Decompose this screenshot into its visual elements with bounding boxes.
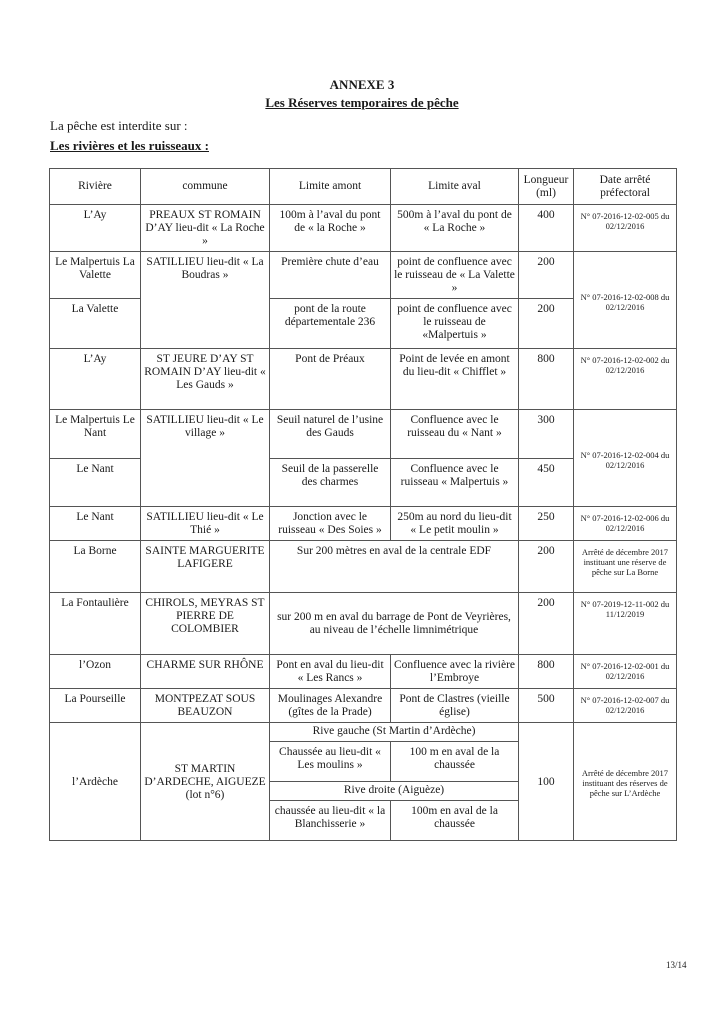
cell-longueur: 500 — [519, 689, 574, 723]
cell-commune: MONTPEZAT SOUS BEAUZON — [141, 689, 270, 723]
cell-longueur: 450 — [519, 459, 574, 507]
cell-longueur: 100 — [519, 723, 574, 841]
cell-date: Arrêté de décembre 2017 instituant une réserve de pêche sur La Borne — [574, 541, 677, 593]
cell-amont: Pont de Préaux — [270, 349, 391, 410]
cell-rive-droite: Rive droite (Aiguèze) — [270, 782, 519, 801]
cell-date: N° 07-2016-12-02-006 du 02/12/2016 — [574, 507, 677, 541]
annex-subtitle: Les Réserves temporaires de pêche — [265, 95, 459, 110]
cell-limites: Sur 200 mètres en aval de la centrale EDF — [270, 541, 519, 593]
cell-aval: Point de levée en amont du lieu-dit « Chifflet » — [391, 349, 519, 410]
cell-riviere: Le Malpertuis La Valette — [50, 252, 141, 299]
col-header-riviere: Rivière — [50, 169, 141, 205]
cell-amont: Première chute d’eau — [270, 252, 391, 299]
cell-date: N° 07-2016-12-02-008 du 02/12/2016 — [574, 252, 677, 349]
cell-aval: Pont de Clastres (vieille église) — [391, 689, 519, 723]
cell-amont: Jonction avec le ruisseau « Des Soies » — [270, 507, 391, 541]
col-header-aval: Limite aval — [391, 169, 519, 205]
col-header-date: Date arrêté préfectoral — [574, 169, 677, 205]
cell-riviere: L’Ay — [50, 205, 141, 252]
cell-riviere: La Pourseille — [50, 689, 141, 723]
cell-commune: CHIROLS, MEYRAS ST PIERRE DE COLOMBIER — [141, 593, 270, 655]
cell-longueur: 800 — [519, 655, 574, 689]
cell-date: N° 07-2016-12-02-004 du 02/12/2016 — [574, 410, 677, 507]
table-row — [50, 349, 677, 410]
cell-amont: Chaussée au lieu-dit « Les moulins » — [270, 742, 391, 782]
cell-aval: Confluence avec le ruisseau « Malpertuis » — [391, 459, 519, 507]
cell-commune: SATILLIEU lieu-dit « Le Thié » — [141, 507, 270, 541]
cell-aval: point de confluence avec le ruisseau de «Malpertuis » — [391, 299, 519, 349]
table-row — [50, 507, 677, 541]
cell-aval: point de confluence avec le ruisseau de « La Valette » — [391, 252, 519, 299]
cell-riviere: L’Ay — [50, 349, 141, 410]
cell-riviere: Le Nant — [50, 507, 141, 541]
table-row — [50, 541, 677, 593]
cell-commune: ST JEURE D’AY ST ROMAIN D’AY lieu-dit « Les Gauds » — [141, 349, 270, 410]
cell-amont: Pont en aval du lieu-dit « Les Rancs » — [270, 655, 391, 689]
cell-commune: CHARME SUR RHÔNE — [141, 655, 270, 689]
cell-commune: PREAUX ST ROMAIN D’AY lieu-dit « La Roche » — [141, 205, 270, 252]
cell-amont: 100m à l’aval du pont de « la Roche » — [270, 205, 391, 252]
cell-aval: 100 m en aval de la chaussée — [391, 742, 519, 782]
cell-longueur: 800 — [519, 349, 574, 410]
cell-commune: ST MARTIN D’ARDECHE, AIGUEZE (lot n°6) — [141, 723, 270, 841]
table-row — [50, 205, 677, 252]
cell-aval: 500m à l’aval du pont de « La Roche » — [391, 205, 519, 252]
cell-riviere: Le Malpertuis Le Nant — [50, 410, 141, 459]
cell-riviere: La Fontaulière — [50, 593, 141, 655]
col-header-amont: Limite amont — [270, 169, 391, 205]
cell-amont: Moulinages Alexandre (gîtes de la Prade) — [270, 689, 391, 723]
cell-aval: Confluence avec la rivière l’Embroye — [391, 655, 519, 689]
cell-amont: chaussée au lieu-dit « la Blanchisserie » — [270, 801, 391, 841]
cell-commune: SAINTE MARGUERITE LAFIGERE — [141, 541, 270, 593]
cell-commune: SATILLIEU lieu-dit « Le village » — [141, 410, 270, 507]
cell-aval: 250m au nord du lieu-dit « Le petit moulin » — [391, 507, 519, 541]
table-row — [50, 655, 677, 689]
annex-title: ANNEXE 3 — [329, 77, 395, 92]
section-title: Les rivières et les ruisseaux : — [50, 138, 209, 153]
page-number: 13/14 — [666, 960, 687, 970]
cell-date: N° 07-2016-12-02-002 du 02/12/2016 — [574, 349, 677, 410]
table-header-row — [50, 169, 677, 205]
table-row — [50, 252, 677, 299]
cell-date: N° 07-2016-12-02-007 du 02/12/2016 — [574, 689, 677, 723]
cell-riviere: l’Ardèche — [50, 723, 141, 841]
intro-text: La pêche est interdite sur : — [50, 118, 188, 133]
cell-amont: Seuil de la passerelle des charmes — [270, 459, 391, 507]
cell-amont: pont de la route départementale 236 — [270, 299, 391, 349]
cell-limites: sur 200 m en aval du barrage de Pont de Veyrières, au niveau de l’échelle limnimétrique — [270, 593, 519, 655]
table-row — [50, 593, 677, 655]
cell-longueur: 250 — [519, 507, 574, 541]
table-row — [50, 689, 677, 723]
cell-longueur: 200 — [519, 593, 574, 655]
cell-aval: 100m en aval de la chaussée — [391, 801, 519, 841]
cell-riviere: La Valette — [50, 299, 141, 349]
cell-amont: Seuil naturel de l’usine des Gauds — [270, 410, 391, 459]
cell-riviere: l’Ozon — [50, 655, 141, 689]
cell-aval: Confluence avec le ruisseau du « Nant » — [391, 410, 519, 459]
col-header-longueur: Longueur (ml) — [519, 169, 574, 205]
cell-rive-gauche: Rive gauche (St Martin d’Ardèche) — [270, 723, 519, 742]
cell-longueur: 200 — [519, 541, 574, 593]
cell-longueur: 200 — [519, 299, 574, 349]
cell-commune: SATILLIEU lieu-dit « La Boudras » — [141, 252, 270, 349]
cell-riviere: Le Nant — [50, 459, 141, 507]
cell-date: N° 07-2019-12-11-002 du 11/12/2019 — [574, 593, 677, 655]
col-header-commune: commune — [141, 169, 270, 205]
cell-date: Arrêté de décembre 2017 instituant des réserves de pêche sur L’Ardèche — [574, 723, 677, 841]
reserves-table — [49, 168, 677, 841]
cell-longueur: 400 — [519, 205, 574, 252]
table-row — [50, 410, 677, 459]
cell-riviere: La Borne — [50, 541, 141, 593]
cell-date: N° 07-2016-12-02-005 du 02/12/2016 — [574, 205, 677, 252]
cell-longueur: 200 — [519, 252, 574, 299]
cell-longueur: 300 — [519, 410, 574, 459]
cell-date: N° 07-2016-12-02-001 du 02/12/2016 — [574, 655, 677, 689]
table-row — [50, 723, 677, 742]
